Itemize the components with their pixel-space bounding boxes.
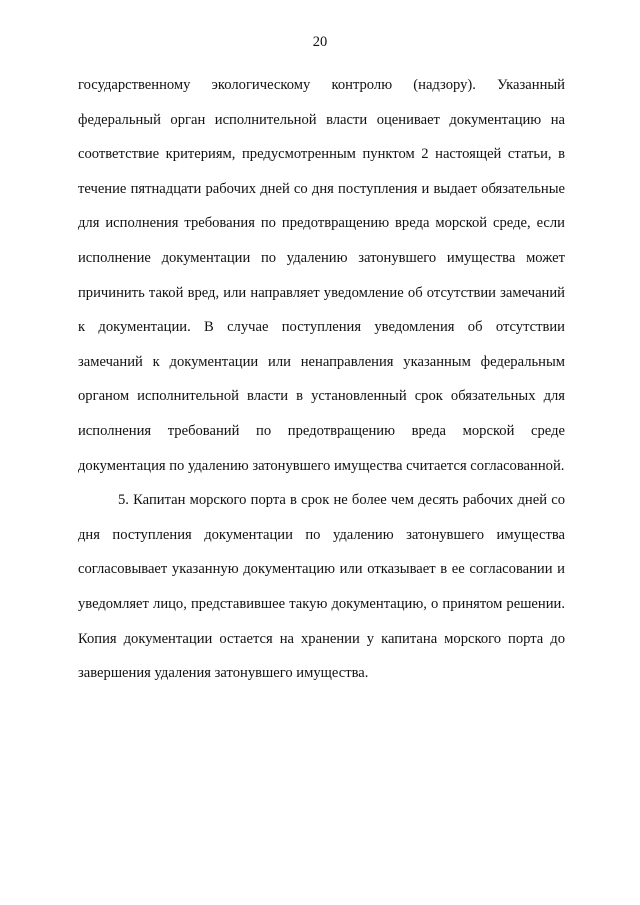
document-body xyxy=(78,68,565,691)
paragraph-item-5: 5. Капитан морского порта в срок не более чем десять рабочих дней со дня поступления документации по удалению затонувшего имущества согласовывает указанную документацию или отказывает в ее согласовании и уведомляет лицо, представившее такую документацию, о принятом решении. Копия документации остается на хранении у капитана морского порта до завершения удаления затонувшего имущества. xyxy=(78,492,565,682)
page-number: 20 xyxy=(312,34,328,50)
paragraph-continuation: государственному экологическому контролю (надзору). Указанный федеральный орган исполнительной власти оценивает документацию на соответствие критериям, предусмотренным пунктом 2 настоящей статьи, в течение пятнадцати рабочих дней со дня поступления и выдает обязательные для исполнения требования по предотвращению вреда морской среде, если исполнение документации по удалению затонувшего имущества может причинить такой вред, или направляет уведомление об отсутствии замечаний к документации. В случае поступления уведомления об отсутствии замечаний к документации или ненаправления указанным федеральным органом исполнительной власти в установленный срок обязательных для исполнения требований по предотвращению вреда морской среде документация по удалению затонувшего имущества считается согласованной. xyxy=(78,77,565,474)
